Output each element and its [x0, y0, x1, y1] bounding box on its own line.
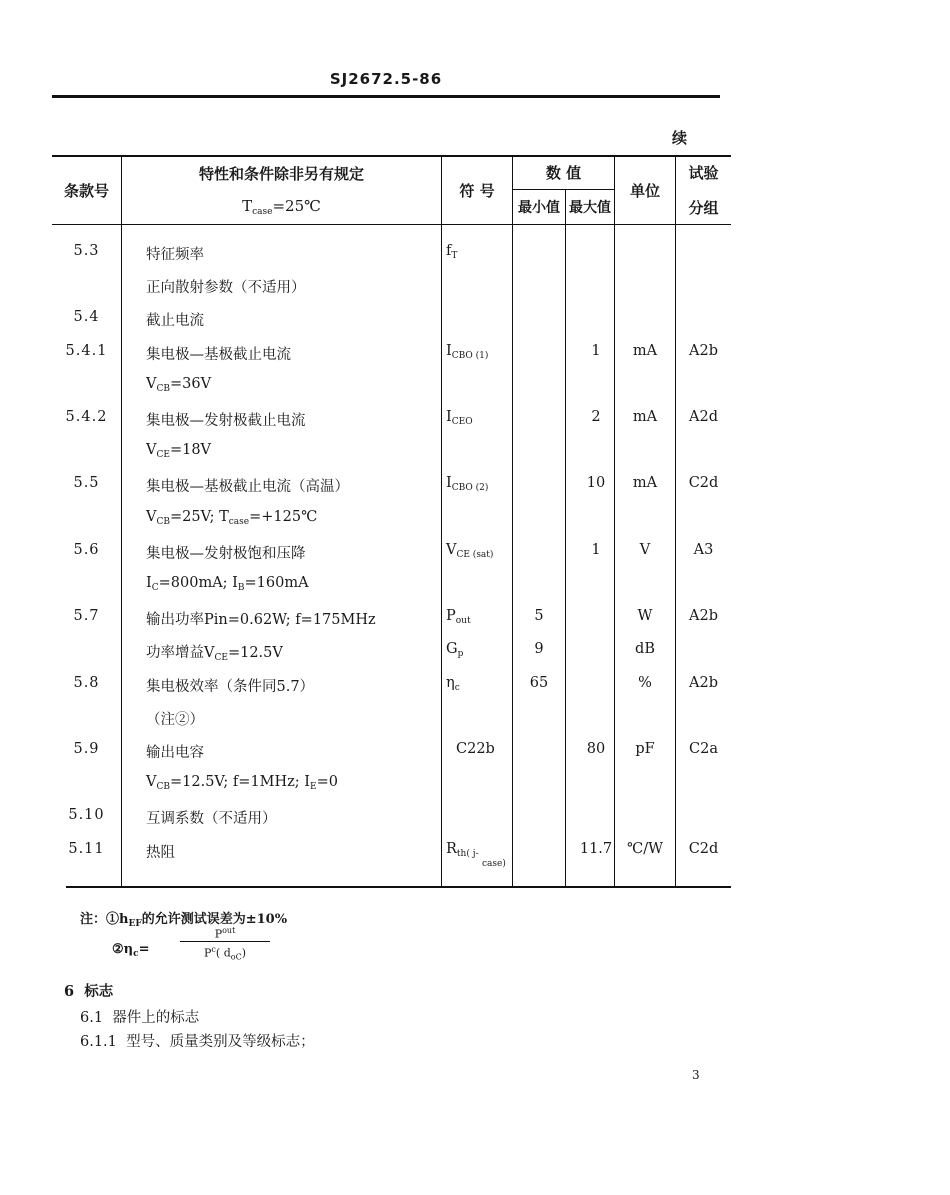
- row-clause: 5.4.2: [65, 409, 108, 425]
- row-description: 功率增益$V_{CE}=12.5V$: [146, 645, 283, 663]
- row-description: 互调系数（不适用）: [146, 811, 277, 827]
- row-symbol: $P_{out}$: [446, 608, 471, 626]
- row-description: $V_{CB}=12.5V$; f=1MHz; $I_E=0$: [146, 774, 338, 792]
- row-max: 10: [586, 475, 606, 491]
- col-divider: [614, 156, 615, 887]
- row-description: 输出电容: [146, 745, 204, 761]
- row-min: 5: [534, 608, 544, 624]
- row-description: 正向散射参数（不适用）: [146, 280, 306, 296]
- row-description: （注②）: [146, 712, 204, 728]
- row-clause: 5.6: [73, 542, 100, 558]
- row-test-group: C2a: [689, 741, 718, 757]
- row-clause: 5.5: [73, 475, 100, 491]
- section-6-1-1: 6.1.1 型号、质量类别及等级标志；: [80, 1034, 315, 1050]
- row-symbol: $V_{CE (sat)}$: [446, 542, 494, 560]
- row-description: $V_{CB}=25V$; $T_{case}=+125℃$: [146, 509, 318, 527]
- header-max: 最大值: [569, 200, 611, 216]
- row-description: $V_{CE}=18V$: [146, 442, 212, 460]
- section-6: 6 标志: [64, 983, 114, 1000]
- row-unit: dB: [635, 641, 655, 657]
- row-max: 1: [591, 542, 601, 558]
- section-6-1: 6.1 器件上的标志: [80, 1010, 200, 1026]
- row-min: 9: [534, 641, 544, 657]
- row-clause: 5.7: [73, 608, 100, 624]
- note-2-denominator: $P^c$( $d_{oC}$): [204, 945, 246, 962]
- col-divider: [512, 156, 513, 887]
- row-description: 集电极—发射极截止电流: [146, 413, 306, 429]
- row-unit: mA: [632, 343, 658, 359]
- row-unit: mA: [632, 475, 658, 491]
- col-divider: [675, 156, 676, 887]
- row-unit: W: [637, 608, 653, 624]
- header-rule: [52, 95, 720, 98]
- row-symbol: $\eta_c$: [446, 675, 460, 693]
- row-clause: 5.3: [73, 243, 100, 259]
- row-symbol: $I_{CBO (2)}$: [446, 475, 489, 493]
- row-description: 热阻: [146, 845, 175, 861]
- header-symbol: 符 号: [459, 182, 495, 200]
- row-max: 1: [591, 343, 601, 359]
- col-divider: [121, 156, 122, 887]
- row-description: 集电极—基极截止电流（高温）: [146, 479, 349, 495]
- row-clause: 5.10: [68, 807, 105, 823]
- row-unit: mA: [632, 409, 658, 425]
- continued-label: 续: [672, 129, 688, 147]
- row-symbol-continued: case): [482, 859, 506, 869]
- col-divider: [565, 189, 566, 887]
- row-test-group: C2d: [688, 841, 719, 857]
- row-symbol: $R_{th( j-}$: [446, 841, 479, 859]
- row-description: 集电极效率（条件同5.7）: [146, 679, 315, 695]
- table-top-rule: [52, 155, 731, 157]
- header-min: 最小值: [518, 200, 560, 216]
- row-symbol: $I_{CEO}$: [446, 409, 473, 427]
- note-2: $②\eta_c=$: [112, 942, 150, 959]
- header-value: 数 值: [545, 164, 582, 182]
- row-test-group: A2b: [689, 675, 718, 691]
- row-max: 2: [591, 409, 601, 425]
- row-description: 输出功率Pin=0.62W; f=175MHz: [146, 612, 376, 628]
- header-clause: 条款号: [63, 182, 109, 200]
- row-max: 80: [586, 741, 606, 757]
- row-description: $V_{CB}=36V$: [146, 376, 212, 394]
- header-test-group: 试验: [688, 164, 719, 182]
- document-code: SJ2672.5-86: [329, 70, 443, 88]
- row-unit: ℃/W: [626, 841, 663, 857]
- row-test-group: A2d: [689, 409, 718, 425]
- col-divider: [441, 156, 442, 887]
- row-unit: pF: [635, 741, 655, 757]
- row-clause: 5.4: [73, 309, 100, 325]
- row-max: 11.7: [579, 841, 613, 857]
- header-test-group: 分组: [688, 199, 719, 217]
- row-clause: 5.8: [73, 675, 100, 691]
- table-header-rule: [52, 224, 731, 225]
- value-subheader-rule: [512, 189, 614, 190]
- row-description: 截止电流: [146, 313, 204, 329]
- row-symbol: $G_p$: [446, 641, 464, 659]
- row-test-group: A3: [693, 542, 714, 558]
- table-bottom-rule: [66, 886, 731, 888]
- row-description: 集电极—基极截止电流: [146, 347, 291, 363]
- row-description: $I_C=800mA$; $I_B=160mA$: [146, 575, 309, 593]
- row-symbol: $f_T$: [446, 243, 458, 261]
- row-description: 特征频率: [146, 247, 204, 263]
- note-1: 注：$①h_{EF}$的允许测试误差为±10%: [80, 912, 288, 929]
- header-unit: 单位: [629, 182, 660, 200]
- row-unit: %: [638, 675, 652, 691]
- row-description: 集电极—发射极饱和压降: [146, 546, 306, 562]
- row-clause: 5.4.1: [65, 343, 108, 359]
- row-test-group: C2d: [688, 475, 719, 491]
- row-clause: 5.9: [73, 741, 100, 757]
- row-symbol: C22b: [456, 741, 495, 757]
- row-min: 65: [529, 675, 549, 691]
- row-clause: 5.11: [68, 841, 105, 857]
- row-test-group: A2b: [689, 343, 718, 359]
- row-test-group: A2b: [689, 608, 718, 624]
- page-number: 3: [692, 1068, 700, 1082]
- header-temperature: $T_{case}=25℃$: [242, 197, 321, 217]
- header-conditions: 特性和条件除非另有规定: [198, 165, 364, 183]
- row-symbol: $I_{CBO (1)}$: [446, 343, 489, 361]
- note-2-numerator: $P^{out}$: [214, 926, 236, 941]
- fraction-bar: [180, 941, 270, 942]
- row-unit: V: [639, 542, 651, 558]
